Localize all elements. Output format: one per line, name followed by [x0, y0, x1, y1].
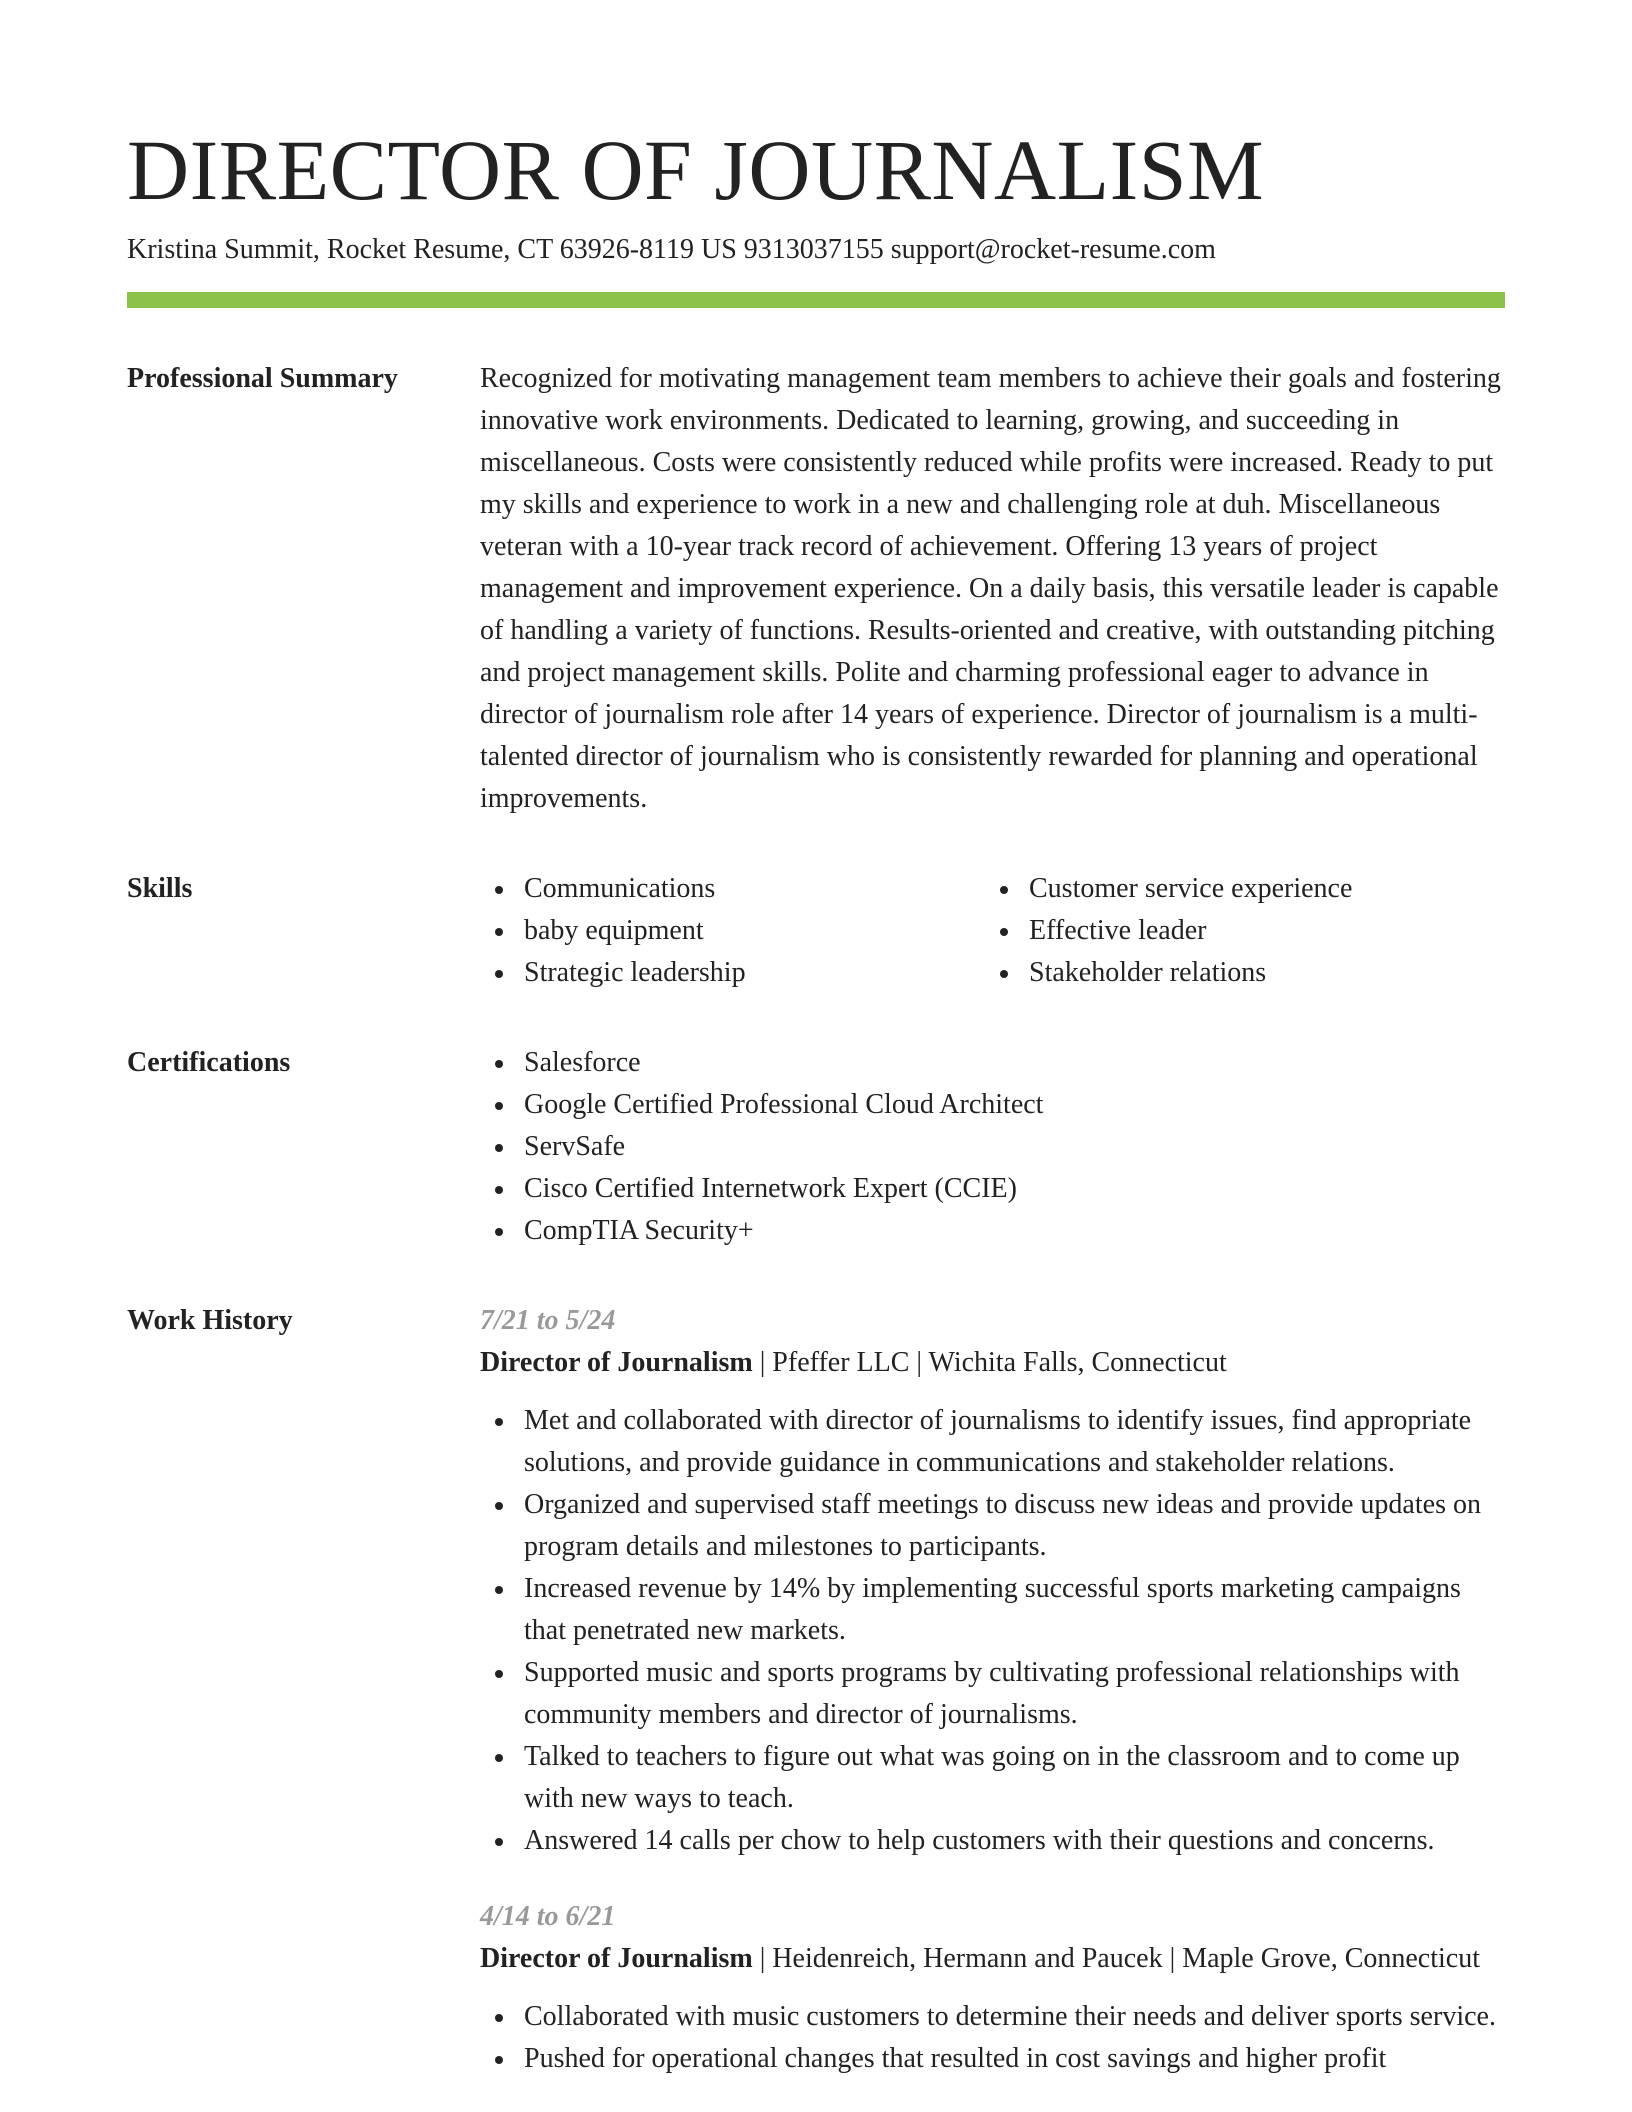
- job-heading: [480, 1938, 1505, 1980]
- certifications-section: [127, 1042, 1505, 1252]
- job-bullets: [480, 1400, 1505, 1862]
- job-details: | Pfeffer LLC | Wichita Falls, Connecticut: [752, 1347, 1227, 1378]
- job-entry: [480, 1300, 1505, 1862]
- certification-item: Salesforce: [480, 1042, 1505, 1084]
- skill-item: Customer service experience: [985, 868, 1490, 910]
- job-bullet: Organized and supervised staff meetings to discuss new ideas and provide updates on program details and milestones to participants.: [480, 1484, 1505, 1568]
- skills-section: [127, 868, 1505, 994]
- skill-item: baby equipment: [480, 910, 985, 952]
- job-role: Director of Journalism: [480, 1347, 753, 1378]
- job-bullet: Increased revenue by 14% by implementing successful sports marketing campaigns that penetrated new markets.: [480, 1568, 1505, 1652]
- skill-item: Stakeholder relations: [985, 952, 1490, 994]
- certifications-heading: Certifications: [127, 1047, 291, 1078]
- contact-email: support@rocket-resume.com: [890, 234, 1216, 265]
- job-dates: 4/14 to 6/21: [480, 1901, 616, 1932]
- skill-item: Effective leader: [985, 910, 1490, 952]
- job-bullet: Met and collaborated with director of journalisms to identify issues, find appropriate solutions, and provide guidance in communications and stakeholder relations.: [480, 1400, 1505, 1484]
- job-bullet: Pushed for operational changes that resulted in cost savings and higher profit: [480, 2038, 1505, 2080]
- certification-item: CompTIA Security+: [480, 1210, 1505, 1252]
- job-entry: [480, 1896, 1505, 2080]
- skills-list-left: [480, 868, 985, 994]
- job-bullet: Collaborated with music customers to determine their needs and deliver sports service.: [480, 1996, 1505, 2038]
- job-heading: [480, 1342, 1505, 1384]
- skill-item: Communications: [480, 868, 985, 910]
- job-bullet: Answered 14 calls per chow to help customers with their questions and concerns.: [480, 1820, 1505, 1862]
- certifications-list: [480, 1042, 1505, 1252]
- header-divider: [127, 292, 1505, 308]
- resume-title: DIRECTOR OF JOURNALISM: [127, 122, 1265, 218]
- contact-name-address: Kristina Summit, Rocket Resume, CT 63926-8119 US: [127, 234, 737, 265]
- summary-section: [127, 358, 1505, 820]
- summary-text: Recognized for motivating management team members to achieve their goals and fostering innovative work environments. Dedicated to learning, growing, and succeeding in miscellaneous. Costs were consistently reduced while profits were increased. Ready to put my skills and experience to work in a new and challenging role at duh. Miscellaneous veteran with a 10-year track record of achievement. Offering 13 years of project management and improvement experience. On a daily basis, this versatile leader is capable of handling a variety of functions. Results-oriented and creative, with outstanding pitching and project management skills. Polite and charming professional eager to advance in director of journalism role after 14 years of experience. Director of journalism is a multi-talented director of journalism who is consistently rewarded for planning and operational improvements.: [480, 363, 1501, 814]
- job-details: | Heidenreich, Hermann and Paucek | Maple Grove, Connecticut: [752, 1943, 1480, 1974]
- work-history-section: [127, 1300, 1505, 2080]
- certification-item: Cisco Certified Internetwork Expert (CCIE): [480, 1168, 1505, 1210]
- skills-heading: Skills: [127, 873, 193, 904]
- summary-heading: Professional Summary: [127, 363, 398, 394]
- job-bullet: Supported music and sports programs by cultivating professional relationships with community members and director of journalisms.: [480, 1652, 1505, 1736]
- skills-list-right: [985, 868, 1490, 994]
- job-bullet: Talked to teachers to figure out what was going on in the classroom and to come up with new ways to teach.: [480, 1736, 1505, 1820]
- job-bullets: [480, 1996, 1505, 2080]
- contact-line: [127, 230, 1505, 270]
- work-history-heading: Work History: [127, 1305, 293, 1336]
- job-role: Director of Journalism: [480, 1943, 753, 1974]
- contact-phone: 9313037155: [743, 234, 884, 265]
- certification-item: Google Certified Professional Cloud Architect: [480, 1084, 1505, 1126]
- skill-item: Strategic leadership: [480, 952, 985, 994]
- job-dates: 7/21 to 5/24: [480, 1305, 616, 1336]
- certification-item: ServSafe: [480, 1126, 1505, 1168]
- resume-page: [127, 118, 1505, 2080]
